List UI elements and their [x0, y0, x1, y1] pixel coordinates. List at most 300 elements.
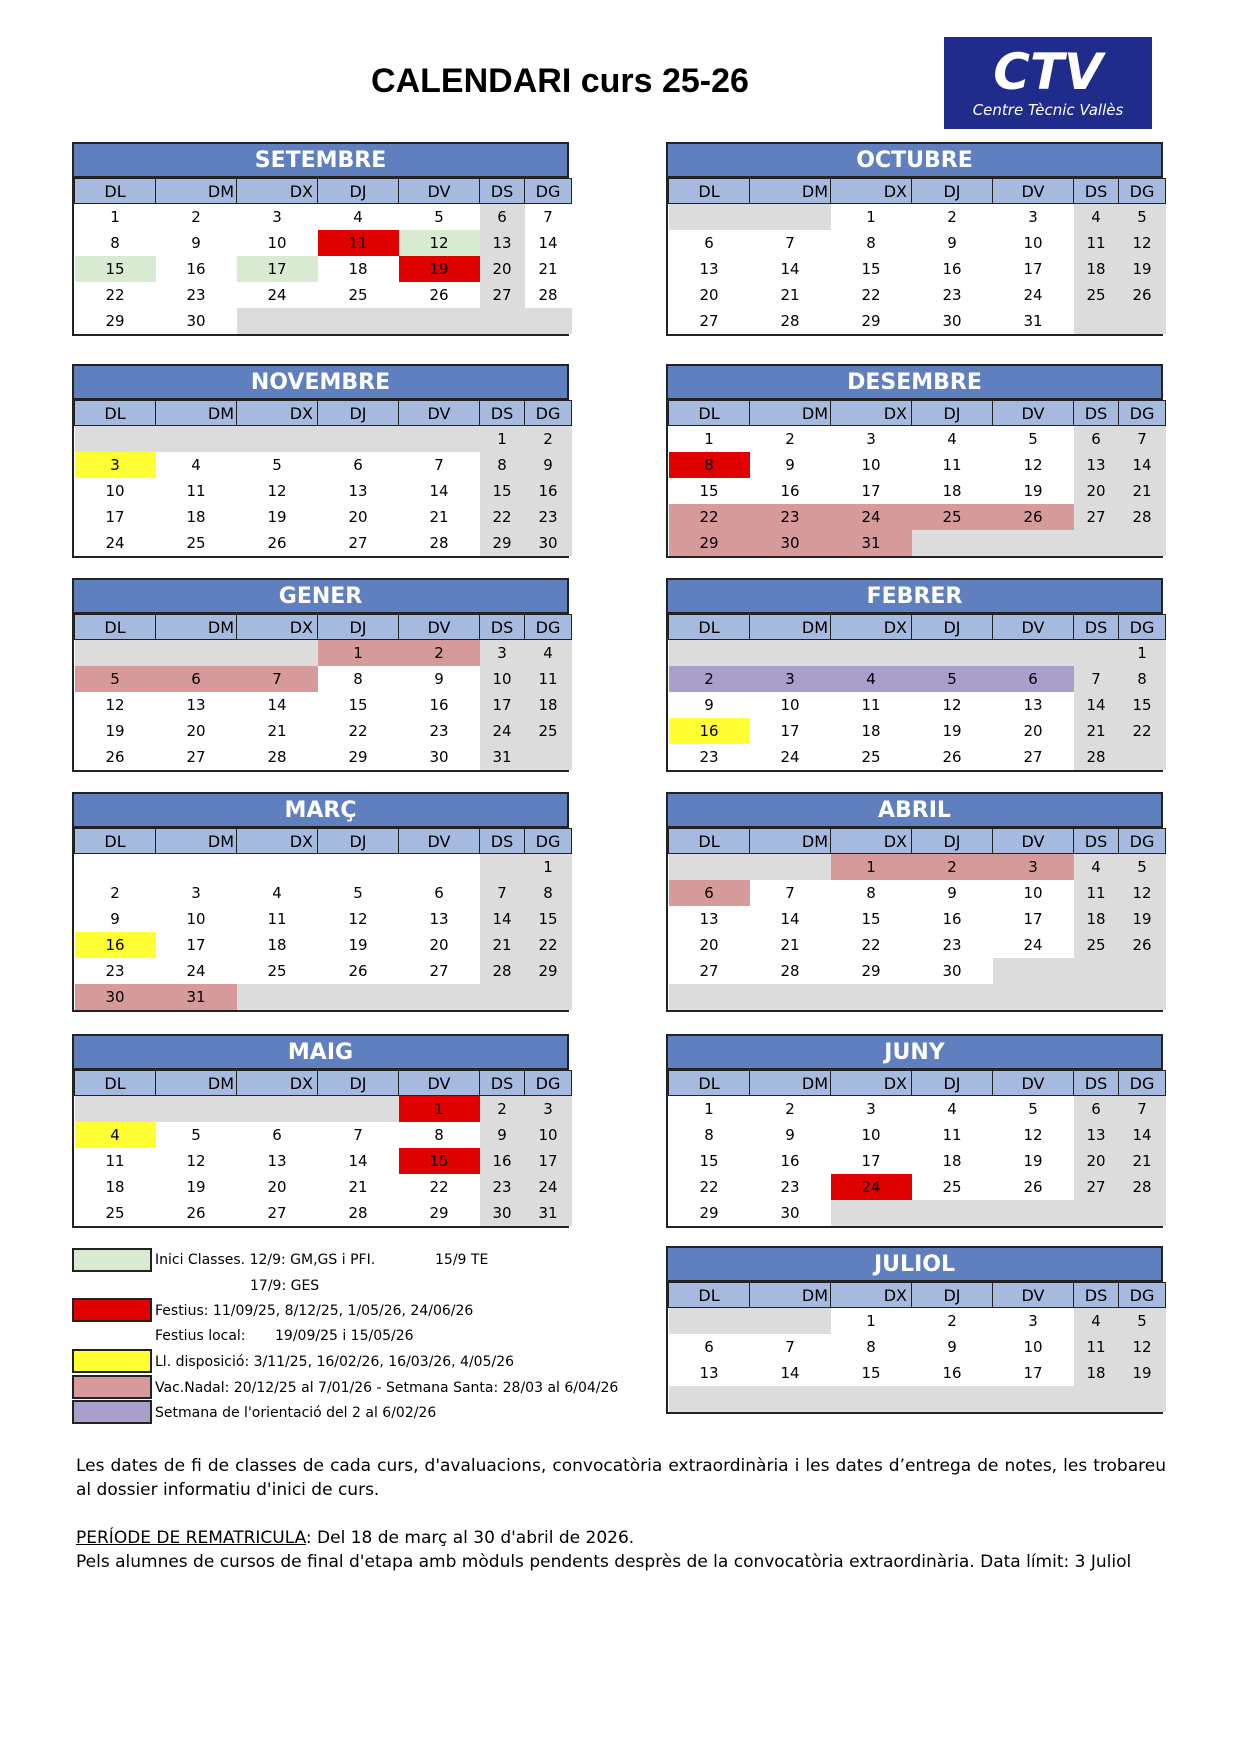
empty-cell [1119, 744, 1166, 770]
day-cell: 9 [750, 452, 831, 478]
week-row [669, 1386, 1166, 1412]
day-cell: 16 [75, 932, 156, 958]
day-cell: 25 [156, 530, 237, 556]
day-cell: 10 [831, 1122, 912, 1148]
weekday-header: DV [993, 401, 1074, 426]
day-cell: 31 [525, 1200, 572, 1226]
week-row [669, 880, 1166, 906]
day-cell: 28 [318, 1200, 399, 1226]
week-row [75, 1200, 572, 1226]
day-cell: 20 [669, 932, 750, 958]
month-juny [666, 1034, 1163, 1228]
day-cell: 25 [912, 1174, 993, 1200]
day-cell: 2 [750, 426, 831, 453]
day-cell: 12 [318, 906, 399, 932]
day-cell: 22 [669, 1174, 750, 1200]
week-row [669, 282, 1166, 308]
month-desembre [666, 364, 1163, 558]
weekday-header: DM [750, 615, 831, 640]
day-cell: 3 [525, 1096, 572, 1123]
day-cell: 6 [669, 1334, 750, 1360]
weekday-header: DS [480, 615, 525, 640]
empty-cell [318, 308, 399, 334]
empty-cell [669, 204, 750, 231]
week-row [75, 504, 572, 530]
day-cell: 7 [318, 1122, 399, 1148]
day-cell: 14 [1074, 692, 1119, 718]
weekday-header: DM [750, 1071, 831, 1096]
weekday-header: DV [399, 401, 480, 426]
day-cell: 11 [318, 230, 399, 256]
day-cell: 26 [237, 530, 318, 556]
empty-cell [525, 308, 572, 334]
day-cell: 29 [480, 530, 525, 556]
day-cell: 16 [912, 906, 993, 932]
day-cell: 7 [1074, 666, 1119, 692]
day-cell: 31 [480, 744, 525, 770]
day-cell: 16 [669, 718, 750, 744]
weekday-header: DV [399, 1071, 480, 1096]
empty-cell [750, 1308, 831, 1335]
week-row [75, 282, 572, 308]
day-cell: 3 [831, 1096, 912, 1123]
empty-cell [1119, 1200, 1166, 1226]
day-cell: 30 [912, 958, 993, 984]
day-cell: 7 [1119, 426, 1166, 453]
day-cell: 8 [669, 452, 750, 478]
day-cell: 3 [75, 452, 156, 478]
empty-cell [669, 984, 750, 1010]
day-cell: 12 [1119, 880, 1166, 906]
empty-cell [156, 1096, 237, 1123]
day-cell: 22 [318, 718, 399, 744]
day-cell: 27 [1074, 1174, 1119, 1200]
legend-free-days: Ll. disposició: 3/11/25, 16/02/26, 16/03/26, 4/05/26 [155, 1354, 515, 1370]
day-cell: 30 [480, 1200, 525, 1226]
weekday-header: DX [831, 179, 912, 204]
weekday-header: DS [480, 1071, 525, 1096]
day-cell: 21 [480, 932, 525, 958]
day-cell: 19 [1119, 1360, 1166, 1386]
weekday-header: DJ [318, 829, 399, 854]
day-cell: 29 [831, 308, 912, 334]
empty-cell [318, 984, 399, 1010]
weekday-header: DX [237, 829, 318, 854]
rematricula-text: : Del 18 de març al 30 d'abril de 2026. [305, 1528, 635, 1548]
weekday-header: DJ [912, 829, 993, 854]
empty-cell [831, 640, 912, 667]
day-cell: 12 [75, 692, 156, 718]
day-cell: 5 [318, 880, 399, 906]
day-cell: 6 [669, 230, 750, 256]
weekday-header: DG [525, 1071, 572, 1096]
month-title: OCTUBRE [668, 144, 1161, 178]
day-cell: 14 [750, 1360, 831, 1386]
day-cell: 28 [1074, 744, 1119, 770]
empty-cell [525, 984, 572, 1010]
day-cell: 7 [399, 452, 480, 478]
empty-cell [912, 530, 993, 556]
legend-swatch-start [72, 1248, 152, 1272]
week-row [669, 452, 1166, 478]
day-cell: 12 [399, 230, 480, 256]
day-cell: 5 [399, 204, 480, 231]
day-cell: 19 [1119, 906, 1166, 932]
month-title: DESEMBRE [668, 366, 1161, 400]
week-row [75, 256, 572, 282]
day-cell: 24 [480, 718, 525, 744]
day-cell: 18 [912, 1148, 993, 1174]
day-cell: 29 [525, 958, 572, 984]
empty-cell [669, 1386, 750, 1412]
empty-cell [75, 1096, 156, 1123]
weekday-header: DL [75, 401, 156, 426]
day-cell: 11 [912, 452, 993, 478]
month-title: JUNY [668, 1036, 1161, 1070]
day-cell: 26 [75, 744, 156, 770]
empty-cell [318, 854, 399, 881]
day-cell: 12 [993, 1122, 1074, 1148]
week-row [75, 744, 572, 770]
day-cell: 12 [156, 1148, 237, 1174]
week-row [669, 1334, 1166, 1360]
day-cell: 25 [75, 1200, 156, 1226]
day-cell: 12 [237, 478, 318, 504]
empty-cell [912, 640, 993, 667]
weekday-header: DX [237, 179, 318, 204]
day-cell: 23 [399, 718, 480, 744]
day-cell: 14 [318, 1148, 399, 1174]
empty-cell [237, 308, 318, 334]
weekday-header: DV [399, 829, 480, 854]
week-row [669, 530, 1166, 556]
day-cell: 15 [1119, 692, 1166, 718]
week-row [75, 718, 572, 744]
day-cell: 13 [480, 230, 525, 256]
day-cell: 26 [1119, 932, 1166, 958]
day-cell: 16 [912, 1360, 993, 1386]
week-row [669, 1200, 1166, 1226]
day-cell: 9 [912, 1334, 993, 1360]
day-cell: 23 [480, 1174, 525, 1200]
week-row [669, 230, 1166, 256]
day-cell: 27 [399, 958, 480, 984]
empty-cell [1119, 984, 1166, 1010]
day-cell: 11 [1074, 230, 1119, 256]
empty-cell [1119, 1386, 1166, 1412]
weekday-header: DX [237, 1071, 318, 1096]
empty-cell [912, 1386, 993, 1412]
week-row [75, 308, 572, 334]
day-cell: 10 [993, 230, 1074, 256]
day-cell: 28 [525, 282, 572, 308]
day-cell: 28 [750, 308, 831, 334]
empty-cell [1074, 308, 1119, 334]
month-title: SETEMBRE [74, 144, 567, 178]
day-cell: 30 [399, 744, 480, 770]
month-title: MARÇ [74, 794, 567, 828]
empty-cell [318, 1096, 399, 1123]
day-cell: 10 [831, 452, 912, 478]
empty-cell [993, 530, 1074, 556]
day-cell: 6 [156, 666, 237, 692]
week-row [669, 932, 1166, 958]
week-row [75, 1122, 572, 1148]
empty-cell [912, 984, 993, 1010]
weekday-header: DJ [318, 615, 399, 640]
day-cell: 7 [1119, 1096, 1166, 1123]
day-cell: 10 [993, 880, 1074, 906]
weekday-header: DM [750, 1283, 831, 1308]
day-cell: 29 [669, 1200, 750, 1226]
day-cell: 5 [993, 1096, 1074, 1123]
day-cell: 14 [237, 692, 318, 718]
day-cell: 1 [669, 426, 750, 453]
day-cell: 23 [156, 282, 237, 308]
weekday-header: DM [156, 829, 237, 854]
day-cell: 27 [993, 744, 1074, 770]
weekday-header: DG [1119, 179, 1166, 204]
week-row [669, 718, 1166, 744]
day-cell: 10 [993, 1334, 1074, 1360]
day-cell: 1 [831, 854, 912, 881]
day-cell: 29 [831, 958, 912, 984]
day-cell: 1 [831, 1308, 912, 1335]
day-cell: 4 [912, 1096, 993, 1123]
day-cell: 5 [156, 1122, 237, 1148]
week-row [75, 1096, 572, 1123]
day-cell: 30 [525, 530, 572, 556]
day-cell: 8 [831, 880, 912, 906]
day-cell: 31 [831, 530, 912, 556]
month-title: GENER [74, 580, 567, 614]
day-cell: 13 [669, 906, 750, 932]
weekday-header: DX [831, 829, 912, 854]
day-cell: 10 [480, 666, 525, 692]
day-cell: 18 [525, 692, 572, 718]
empty-cell [399, 426, 480, 453]
day-cell: 8 [831, 1334, 912, 1360]
weekday-header: DG [1119, 829, 1166, 854]
day-cell: 25 [237, 958, 318, 984]
day-cell: 12 [912, 692, 993, 718]
legend-orientation: Setmana de l'orientació del 2 al 6/02/26 [155, 1405, 437, 1421]
day-cell: 15 [831, 256, 912, 282]
day-cell: 15 [525, 906, 572, 932]
day-cell: 11 [831, 692, 912, 718]
day-cell: 7 [525, 204, 572, 231]
month-setembre [72, 142, 569, 336]
weekday-header: DM [156, 615, 237, 640]
day-cell: 4 [1074, 854, 1119, 881]
day-cell: 20 [993, 718, 1074, 744]
day-cell: 6 [1074, 426, 1119, 453]
empty-cell [75, 854, 156, 881]
day-cell: 5 [237, 452, 318, 478]
empty-cell [237, 426, 318, 453]
day-cell: 13 [669, 1360, 750, 1386]
day-cell: 20 [156, 718, 237, 744]
day-cell: 19 [912, 718, 993, 744]
day-cell: 21 [318, 1174, 399, 1200]
empty-cell [993, 1386, 1074, 1412]
day-cell: 19 [993, 478, 1074, 504]
day-cell: 28 [1119, 504, 1166, 530]
day-cell: 18 [318, 256, 399, 282]
day-cell: 21 [399, 504, 480, 530]
weekday-header: DL [75, 829, 156, 854]
deadline-note: Pels alumnes de cursos de final d'etapa amb mòduls pendents desprès de la convocatòria extraordinària. Data límit: 3 Juliol [76, 1552, 1132, 1572]
day-cell: 13 [156, 692, 237, 718]
day-cell: 14 [480, 906, 525, 932]
week-row [669, 478, 1166, 504]
day-cell: 17 [237, 256, 318, 282]
day-cell: 16 [480, 1148, 525, 1174]
day-cell: 30 [75, 984, 156, 1010]
weekday-header: DX [831, 1071, 912, 1096]
week-row [669, 426, 1166, 453]
day-cell: 16 [750, 1148, 831, 1174]
day-cell: 26 [993, 1174, 1074, 1200]
day-cell: 17 [831, 1148, 912, 1174]
day-cell: 24 [525, 1174, 572, 1200]
logo-subtitle: Centre Tècnic Vallès [972, 101, 1124, 119]
day-cell: 17 [993, 1360, 1074, 1386]
day-cell: 19 [156, 1174, 237, 1200]
week-row [669, 958, 1166, 984]
day-cell: 18 [75, 1174, 156, 1200]
day-cell: 12 [1119, 1334, 1166, 1360]
empty-cell [750, 1386, 831, 1412]
month-maig [72, 1034, 569, 1228]
month-novembre [72, 364, 569, 558]
day-cell: 22 [831, 932, 912, 958]
day-cell: 21 [750, 282, 831, 308]
day-cell: 5 [912, 666, 993, 692]
day-cell: 24 [831, 1174, 912, 1200]
day-cell: 9 [525, 452, 572, 478]
day-cell: 27 [1074, 504, 1119, 530]
day-cell: 22 [525, 932, 572, 958]
ctv-logo [944, 37, 1152, 129]
week-row [75, 640, 572, 667]
weekday-header: DJ [318, 401, 399, 426]
week-row [75, 692, 572, 718]
empty-cell [750, 854, 831, 881]
day-cell: 13 [399, 906, 480, 932]
day-cell: 14 [1119, 452, 1166, 478]
empty-cell [993, 984, 1074, 1010]
week-row [75, 452, 572, 478]
week-row [75, 932, 572, 958]
day-cell: 2 [156, 204, 237, 231]
day-cell: 6 [237, 1122, 318, 1148]
day-cell: 20 [669, 282, 750, 308]
empty-cell [75, 640, 156, 667]
legend-start-line2: 17/9: GES [250, 1278, 320, 1294]
logo-letters: CTV [993, 43, 1103, 101]
day-cell: 17 [993, 256, 1074, 282]
weekday-header: DG [1119, 1283, 1166, 1308]
legend [72, 1248, 672, 1428]
legend-swatch-free [72, 1349, 152, 1373]
day-cell: 11 [525, 666, 572, 692]
weekday-header: DL [75, 179, 156, 204]
day-cell: 15 [75, 256, 156, 282]
day-cell: 23 [912, 282, 993, 308]
day-cell: 17 [750, 718, 831, 744]
day-cell: 1 [525, 854, 572, 881]
week-row [669, 692, 1166, 718]
month-title: NOVEMBRE [74, 366, 567, 400]
day-cell: 19 [75, 718, 156, 744]
day-cell: 21 [525, 256, 572, 282]
week-row [669, 1360, 1166, 1386]
legend-vacations: Vac.Nadal: 20/12/25 al 7/01/26 - Setmana Santa: 28/03 al 6/04/26 [155, 1380, 619, 1396]
day-cell: 3 [831, 426, 912, 453]
day-cell: 2 [399, 640, 480, 667]
weekday-header: DS [480, 401, 525, 426]
day-cell: 10 [237, 230, 318, 256]
weekday-header: DV [993, 1283, 1074, 1308]
legend-local-dates: 19/09/25 i 15/05/26 [275, 1328, 414, 1344]
weekday-header: DJ [318, 1071, 399, 1096]
day-cell: 11 [156, 478, 237, 504]
day-cell: 10 [75, 478, 156, 504]
empty-cell [480, 984, 525, 1010]
day-cell: 27 [480, 282, 525, 308]
day-cell: 4 [831, 666, 912, 692]
day-cell: 31 [993, 308, 1074, 334]
weekday-header: DX [237, 401, 318, 426]
weekday-header: DS [480, 829, 525, 854]
rematricula-label: PERÍODE DE REMATRICULA [76, 1528, 306, 1548]
week-row [75, 880, 572, 906]
empty-cell [237, 1096, 318, 1123]
day-cell: 27 [156, 744, 237, 770]
week-row [669, 666, 1166, 692]
empty-cell [156, 426, 237, 453]
day-cell: 28 [399, 530, 480, 556]
day-cell: 29 [75, 308, 156, 334]
day-cell: 27 [669, 958, 750, 984]
day-cell: 17 [831, 478, 912, 504]
week-row [75, 204, 572, 231]
legend-start-line1b: 15/9 TE [435, 1252, 489, 1268]
weekday-header: DL [669, 401, 750, 426]
day-cell: 15 [480, 478, 525, 504]
day-cell: 23 [750, 1174, 831, 1200]
week-row [669, 204, 1166, 231]
day-cell: 13 [318, 478, 399, 504]
day-cell: 17 [525, 1148, 572, 1174]
weekday-header: DS [1074, 1071, 1119, 1096]
page-title: CALENDARI curs 25-26 [371, 62, 749, 100]
weekday-header: DM [750, 829, 831, 854]
weekday-header: DS [1074, 829, 1119, 854]
day-cell: 3 [480, 640, 525, 667]
day-cell: 2 [750, 1096, 831, 1123]
weekday-header: DS [1074, 615, 1119, 640]
day-cell: 4 [1074, 1308, 1119, 1335]
day-cell: 16 [156, 256, 237, 282]
day-cell: 25 [1074, 932, 1119, 958]
day-cell: 18 [1074, 256, 1119, 282]
empty-cell [399, 984, 480, 1010]
day-cell: 10 [525, 1122, 572, 1148]
day-cell: 20 [318, 504, 399, 530]
empty-cell [831, 1386, 912, 1412]
